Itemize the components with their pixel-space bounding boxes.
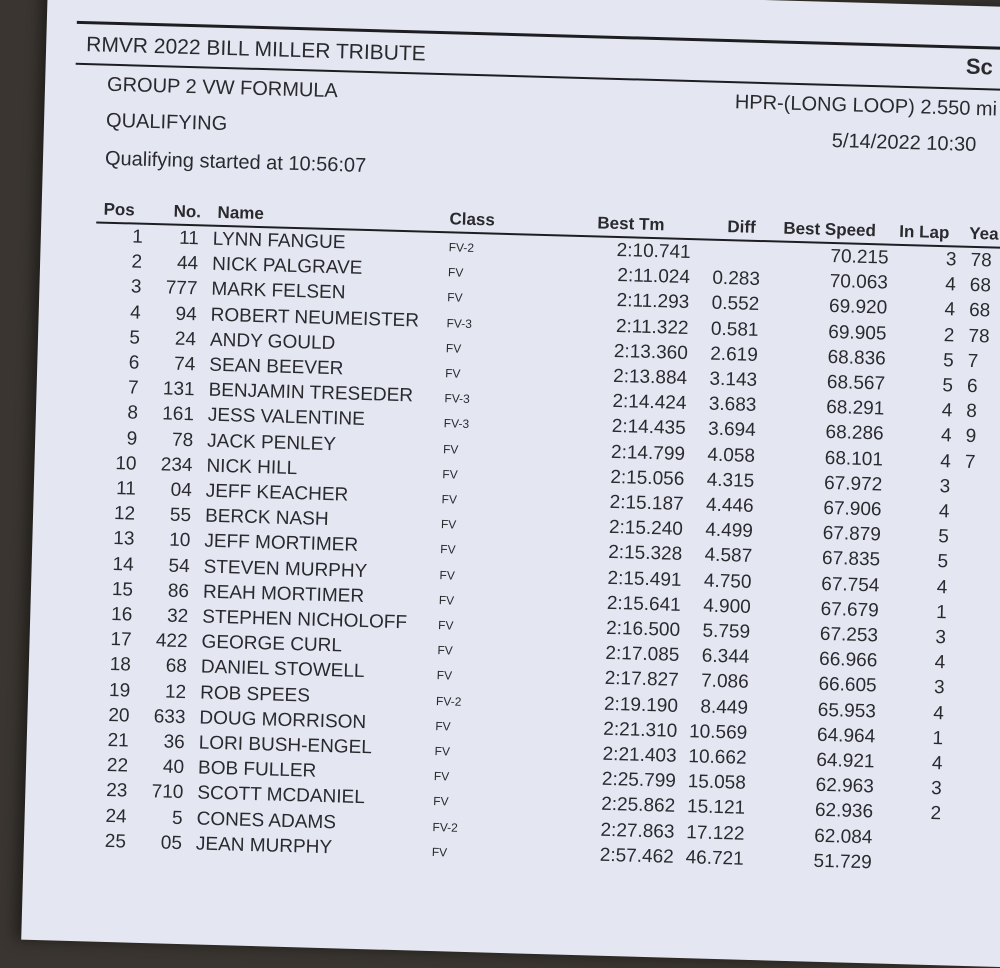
row-pos: 11 <box>115 478 137 500</box>
row-pos: 12 <box>113 503 136 525</box>
row-class: FV <box>440 517 457 532</box>
row-pos: 10 <box>115 452 137 475</box>
row-class: FV-2 <box>435 693 462 709</box>
row-diff: 5.759 <box>702 620 751 643</box>
row-pos: 18 <box>109 654 132 676</box>
row-number: 40 <box>162 756 185 779</box>
row-driver-name: DOUG MORRISON <box>199 707 367 733</box>
session-datetime: 5/14/2022 10:30 <box>831 129 977 156</box>
row-best-time: 2:10.741 <box>616 239 691 264</box>
row-best-time: 2:14.435 <box>611 416 687 440</box>
row-diff: 4.750 <box>703 570 752 593</box>
row-class: FV <box>433 794 449 809</box>
row-pos: 13 <box>112 528 135 551</box>
row-in-lap: 5 <box>937 551 949 573</box>
row-driver-name: STEVEN MURPHY <box>203 556 368 582</box>
row-diff: 7.086 <box>700 670 749 694</box>
row-in-lap: 4 <box>940 425 952 447</box>
row-class: FV <box>437 618 454 633</box>
track-name: HPR-(LONG LOOP) 2.550 mi <box>734 91 998 121</box>
row-number: 422 <box>155 630 188 653</box>
row-pos: 4 <box>129 302 142 324</box>
row-in-lap: 3 <box>933 677 945 699</box>
row-year: 78 <box>968 325 990 348</box>
row-driver-name: REAH MORTIMER <box>202 581 365 607</box>
row-year: 7 <box>967 350 979 372</box>
row-best-time: 2:25.862 <box>600 794 676 818</box>
row-best-time: 2:15.056 <box>610 466 685 490</box>
row-diff: 4.499 <box>705 519 754 543</box>
row-number: 04 <box>170 479 193 502</box>
row-driver-name: JEFF MORTIMER <box>204 530 359 557</box>
row-pos: 17 <box>110 629 132 651</box>
group-name: GROUP 2 VW FORMULA <box>106 73 339 103</box>
row-driver-name: BENJAMIN TRESEDER <box>208 379 414 407</box>
row-best-speed: 67.879 <box>822 523 882 546</box>
row-number: 94 <box>175 303 198 325</box>
row-pos: 2 <box>131 251 143 273</box>
row-best-time: 2:21.310 <box>603 718 678 742</box>
row-year: 9 <box>965 426 977 448</box>
row-driver-name: BERCK NASH <box>204 505 329 531</box>
row-pos: 22 <box>106 755 129 777</box>
col-diff: Diff <box>727 217 756 237</box>
row-driver-name: SCOTT MCDANIEL <box>197 782 366 809</box>
row-best-speed: 64.964 <box>816 724 876 748</box>
row-pos: 5 <box>129 327 141 349</box>
row-pos: 8 <box>127 402 139 425</box>
col-pos: Pos <box>103 199 136 220</box>
row-driver-name: JEFF KEACHER <box>205 480 349 506</box>
row-best-time: 2:25.799 <box>601 768 677 793</box>
row-class: FV <box>447 290 463 306</box>
row-in-lap: 3 <box>930 778 943 800</box>
row-pos: 20 <box>108 704 130 727</box>
row-class: FV <box>431 844 448 860</box>
row-best-time: 2:15.491 <box>607 567 682 591</box>
row-number: 24 <box>174 328 197 351</box>
row-class: FV <box>441 492 458 507</box>
row-number: 5 <box>171 807 183 829</box>
row-class: FV-3 <box>443 416 470 432</box>
row-in-lap: 4 <box>940 450 952 472</box>
row-number: 11 <box>178 227 200 250</box>
row-best-speed: 67.906 <box>823 497 882 521</box>
row-in-lap: 1 <box>932 727 944 750</box>
row-diff: 4.058 <box>707 444 756 467</box>
row-driver-name: DANIEL STOWELL <box>200 656 365 683</box>
row-best-speed: 70.215 <box>830 245 889 269</box>
row-in-lap: 4 <box>944 299 956 321</box>
results-sheet <box>21 0 1000 968</box>
row-best-speed: 67.972 <box>823 472 883 496</box>
row-year: 78 <box>970 249 992 272</box>
row-diff: 0.283 <box>712 267 761 291</box>
row-in-lap: 3 <box>939 475 951 498</box>
row-number: 234 <box>160 454 193 477</box>
row-year: 68 <box>968 300 991 322</box>
row-best-speed: 68.101 <box>824 447 884 471</box>
row-class: FV <box>437 643 453 658</box>
col-in-lap: In Lap <box>899 221 950 243</box>
col-best-time: Best Tm <box>597 213 665 235</box>
row-diff: 4.446 <box>705 494 754 517</box>
row-in-lap: 5 <box>942 349 955 372</box>
row-class: FV-3 <box>446 315 473 331</box>
row-in-lap: 4 <box>941 400 953 422</box>
row-class: FV-2 <box>448 240 475 255</box>
row-pos: 9 <box>126 427 138 450</box>
row-best-speed: 68.286 <box>825 422 884 445</box>
row-pos: 16 <box>110 604 133 626</box>
row-number: 12 <box>164 681 187 703</box>
row-best-speed: 62.963 <box>815 774 875 798</box>
row-in-lap: 4 <box>933 702 945 724</box>
row-year: 6 <box>966 375 978 398</box>
row-driver-name: BOB FULLER <box>197 757 317 782</box>
row-pos: 19 <box>108 679 131 702</box>
row-best-time: 2:15.187 <box>609 491 684 515</box>
row-diff: 4.315 <box>706 469 755 492</box>
row-best-speed: 64.921 <box>816 749 875 773</box>
row-number: 05 <box>160 832 183 854</box>
corner-text: Sc <box>965 53 994 80</box>
row-driver-name: SEAN BEEVER <box>209 354 344 380</box>
row-class: FV <box>442 467 458 482</box>
row-pos: 15 <box>111 578 134 601</box>
start-time: Qualifying started at 10:56:07 <box>104 147 367 177</box>
row-diff: 10.569 <box>688 720 748 744</box>
row-class: FV <box>439 567 456 583</box>
row-number: 710 <box>151 781 184 804</box>
row-pos: 21 <box>107 729 130 752</box>
row-class: FV-3 <box>444 391 471 407</box>
row-class: FV <box>444 366 461 381</box>
row-diff: 15.121 <box>686 796 746 820</box>
row-year: 7 <box>964 451 976 473</box>
row-number: 10 <box>168 529 191 552</box>
row-number: 44 <box>176 252 199 275</box>
row-best-speed: 51.729 <box>813 850 872 874</box>
row-class: FV <box>445 341 462 356</box>
row-driver-name: JESS VALENTINE <box>207 405 366 431</box>
row-best-speed: 66.605 <box>818 674 877 697</box>
row-year: 68 <box>969 275 992 297</box>
row-pos: 6 <box>128 352 140 374</box>
row-number: 86 <box>167 580 190 602</box>
row-best-time: 2:17.085 <box>605 643 680 667</box>
row-class: FV <box>433 769 450 784</box>
row-driver-name: JEAN MURPHY <box>195 833 333 859</box>
row-best-time: 2:21.403 <box>602 743 677 767</box>
row-best-time: 2:13.884 <box>612 365 688 389</box>
row-number: 55 <box>169 504 192 527</box>
row-best-speed: 69.905 <box>828 321 887 345</box>
row-best-time: 2:14.799 <box>610 441 686 465</box>
row-number: 54 <box>168 555 190 577</box>
row-pos: 24 <box>105 805 127 828</box>
row-diff <box>699 242 761 244</box>
row-best-speed: 62.084 <box>813 825 873 848</box>
row-in-lap: 1 <box>935 601 947 624</box>
col-name: Name <box>217 202 265 224</box>
row-driver-name: LYNN FANGUE <box>212 228 346 254</box>
row-best-time: 2:16.500 <box>605 617 681 641</box>
row-diff: 15.058 <box>687 771 747 794</box>
row-diff: 3.143 <box>709 368 758 391</box>
row-number: 74 <box>173 353 196 376</box>
row-best-speed: 69.920 <box>828 296 888 319</box>
row-best-time: 2:27.863 <box>600 819 675 843</box>
row-best-speed: 68.836 <box>827 346 887 370</box>
row-year: 8 <box>966 401 978 423</box>
row-best-speed: 65.953 <box>817 699 877 722</box>
row-class: FV <box>440 542 456 557</box>
row-best-time: 2:57.462 <box>599 844 675 868</box>
row-driver-name: NICK HILL <box>206 455 298 479</box>
row-best-time: 2:15.641 <box>606 592 682 616</box>
row-pos: 14 <box>112 553 135 576</box>
row-pos: 23 <box>105 780 128 802</box>
row-driver-name: ROB SPEES <box>199 682 311 707</box>
row-best-speed: 67.679 <box>820 598 880 622</box>
row-number: 78 <box>171 429 194 451</box>
row-in-lap: 4 <box>944 274 957 296</box>
row-driver-name: CONES ADAMS <box>196 808 337 833</box>
row-best-time: 2:14.424 <box>612 391 687 415</box>
row-best-time: 2:17.827 <box>604 668 679 692</box>
row-number: 131 <box>162 378 195 401</box>
row-in-lap: 5 <box>937 526 950 548</box>
row-number: 777 <box>165 277 198 300</box>
row-driver-name: NICK PALGRAVE <box>211 253 363 280</box>
row-number: 32 <box>166 605 189 628</box>
row-number: 36 <box>163 731 186 754</box>
row-best-time: 2:19.190 <box>603 693 679 717</box>
row-diff: 0.552 <box>711 293 760 316</box>
row-in-lap: 4 <box>938 501 950 523</box>
row-in-lap <box>919 828 941 829</box>
row-best-time: 2:15.240 <box>608 517 684 541</box>
row-driver-name: ROBERT NEUMEISTER <box>210 304 420 332</box>
row-in-lap: 3 <box>935 627 947 649</box>
row-diff: 6.344 <box>701 645 750 669</box>
row-best-speed: 67.253 <box>819 623 879 647</box>
row-pos: 25 <box>104 830 127 853</box>
row-diff: 4.587 <box>704 544 753 568</box>
col-best-speed: Best Speed <box>783 218 877 241</box>
col-year: Yea <box>969 223 999 244</box>
row-diff: 10.662 <box>688 746 747 769</box>
row-driver-name: LORI BUSH-ENGEL <box>198 732 373 759</box>
row-best-speed: 66.966 <box>818 648 878 672</box>
row-class: FV <box>436 668 453 683</box>
row-diff: 4.900 <box>702 595 752 618</box>
row-number: 68 <box>165 655 188 678</box>
row-class: FV <box>442 441 459 457</box>
row-diff: 8.449 <box>700 696 749 719</box>
row-in-lap <box>918 853 940 854</box>
row-best-speed: 68.567 <box>826 371 886 395</box>
row-pos: 3 <box>130 276 142 299</box>
row-number: 633 <box>153 706 186 728</box>
row-driver-name: ANDY GOULD <box>209 329 336 354</box>
row-diff: 0.581 <box>710 318 759 341</box>
row-pos: 7 <box>127 377 139 399</box>
row-diff: 2.619 <box>709 343 759 366</box>
row-diff: 3.694 <box>707 419 756 442</box>
row-best-speed: 67.754 <box>821 573 880 597</box>
row-pos: 1 <box>131 226 144 248</box>
row-diff: 46.721 <box>685 846 745 870</box>
row-driver-name: STEPHEN NICHOLOFF <box>201 606 408 634</box>
event-title: RMVR 2022 BILL MILLER TRIBUTE <box>85 33 427 66</box>
row-number: 161 <box>161 403 195 426</box>
row-best-time: 2:15.328 <box>607 542 683 566</box>
row-diff: 3.683 <box>708 393 757 417</box>
row-best-time: 2:11.293 <box>616 290 690 314</box>
row-in-lap: 2 <box>930 803 942 825</box>
row-diff: 17.122 <box>686 821 745 845</box>
row-class: FV-2 <box>432 819 459 835</box>
row-best-time: 2:11.024 <box>617 265 691 289</box>
row-class: FV <box>434 744 451 759</box>
col-class: Class <box>449 209 496 230</box>
row-driver-name: MARK FELSEN <box>211 279 346 304</box>
row-best-speed: 68.291 <box>825 397 885 420</box>
row-class: FV <box>438 592 455 608</box>
row-class: FV <box>435 718 451 734</box>
row-in-lap: 4 <box>931 752 943 775</box>
row-driver-name: JACK PENLEY <box>206 430 337 455</box>
row-in-lap: 3 <box>945 249 957 271</box>
row-best-time: 2:13.360 <box>613 340 689 364</box>
row-in-lap: 5 <box>942 375 954 397</box>
row-class: FV <box>447 265 464 280</box>
row-driver-name: GEORGE CURL <box>201 631 343 657</box>
session-name: QUALIFYING <box>105 109 228 136</box>
row-in-lap: 2 <box>943 324 955 347</box>
row-best-speed: 70.063 <box>829 271 889 294</box>
row-best-speed: 62.936 <box>814 800 874 823</box>
row-best-time: 2:11.322 <box>615 315 689 339</box>
col-no: No. <box>173 201 202 222</box>
row-best-speed: 67.835 <box>821 548 881 571</box>
row-in-lap: 4 <box>936 576 948 598</box>
row-in-lap: 4 <box>934 652 946 674</box>
